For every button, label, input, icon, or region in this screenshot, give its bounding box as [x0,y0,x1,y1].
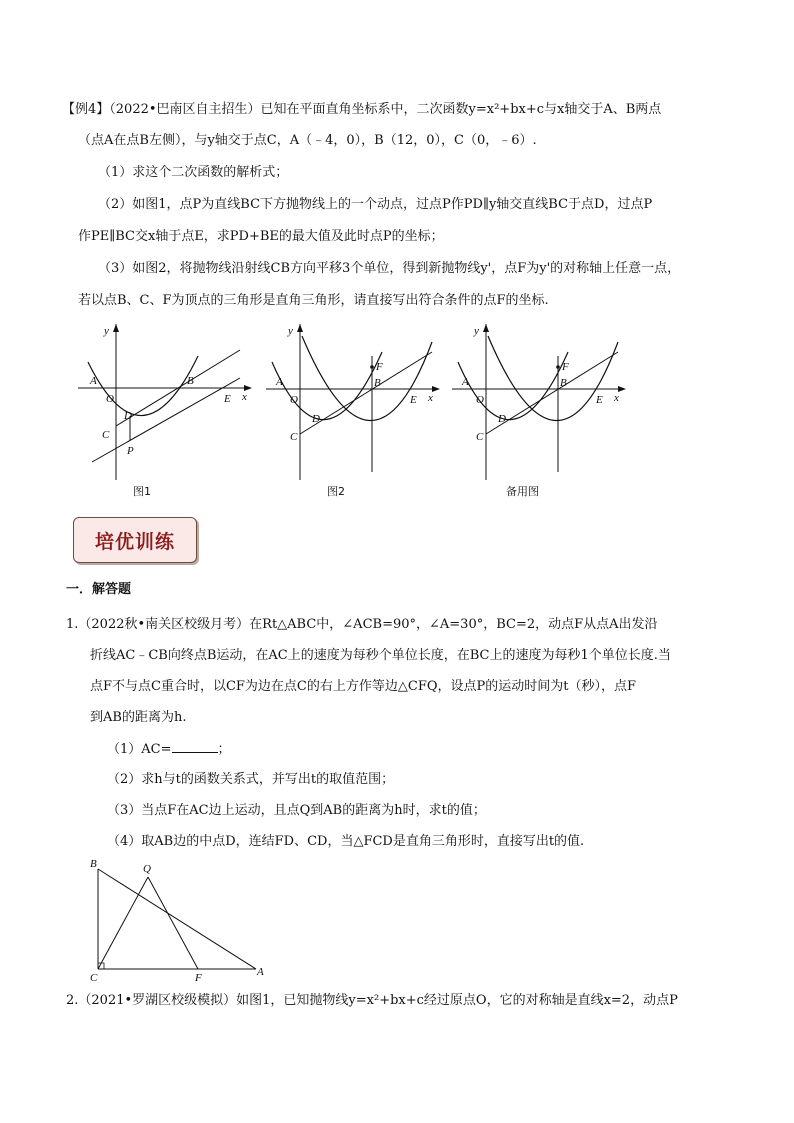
fig2-label-a: A [276,376,283,388]
fig2-label-b: B [374,377,381,389]
fig2-label-e: E [410,394,417,406]
fig3-label-o: O [476,394,484,406]
figure-3 [448,322,628,484]
fig1-label-x: x [242,391,247,403]
problem1-q2: （2）求h与t的函数关系式，并写出t的取值范围； [107,772,395,787]
problem1-label-a: A [257,966,264,978]
fig1-label-y: y [104,325,109,337]
fig2-label-o: O [290,394,298,406]
fig1-label-c: C [102,429,110,441]
fig3-label-d: D [498,413,506,425]
problem1-line-4: 到AB的距离为h. [90,710,187,725]
fig2-label-c: C [290,431,298,443]
example-line-5: 作PE∥BC交x轴于点E，求PD+BE的最大值及此时点P的坐标； [78,229,444,244]
example-line-3: （1）求这个二次函数的解析式； [98,165,289,180]
fig2-label-y: y [288,325,293,337]
example-line-4: （2）如图1，点P为直线BC下方抛物线上的一个动点，过点P作PD∥y轴交直线BC于点D，过点P [98,197,653,212]
problem1-q1 [107,740,231,759]
problem1-label-f: F [195,972,202,984]
problem1-figure [82,855,274,987]
section-badge-label: 培优训练 [94,530,175,553]
problem1-line-2: 折线AC﹣CB向终点B运动，在AC上的速度为每秒个单位长度，在BC上的速度为每秒1个单位长度.当 [90,648,671,663]
fig3-label-c: C [476,431,484,443]
problem1-label-c: C [90,972,98,984]
problem1-line-3: 点F不与点C重合时，以CF为边在点C的右上方作等边△CFQ，设点P的运动时间为t（秒），点F [90,679,636,694]
fig2-label-d: D [312,413,320,425]
fig3-label-y: y [474,325,479,337]
fig1-label-b: B [187,375,194,387]
fig3-label-x: x [614,392,619,404]
problem1-q4: （4）取AB边的中点D，连结FD、CD，当△FCD是直角三角形时，直接写出t的值. [107,834,585,849]
example-line-6: （3）如图2，将抛物线沿射线CB方向平移3个单位，得到新抛物线y'，点F为y'的对称轴上任意一点， [98,261,681,276]
fig3-label-a: A [462,376,469,388]
section-heading: 一．解答题 [66,582,132,597]
fig1-label-p: P [127,445,134,457]
problem1-q1-label: （1）AC= [107,742,172,757]
fig2-label-f: F [376,361,383,373]
fig3-label-f: F [562,361,569,373]
problem1-q3: （3）当点F在AC边上运动，且点Q到AB的距离为h时，求t的值； [107,803,486,818]
fig3-label-e: E [596,394,603,406]
fig2-label-x: x [428,392,433,404]
problem1-line-1: 1.（2022秋•南关区校级月考）在Rt△ABC中，∠ACB=90°，∠A=30°，BC=2，动点F从点A出发沿 [66,617,658,632]
fig1-label-e: E [224,393,231,405]
figure-1-caption: 图1 [133,485,151,498]
problem1-label-b: B [90,858,97,870]
problem1-q1-end: ； [217,742,231,757]
figure-2-caption: 图2 [327,485,345,498]
fig1-label-d: D [124,410,132,422]
section-badge [73,517,197,563]
answer-blank[interactable] [172,740,218,753]
figure-1 [70,322,255,484]
figure-2 [262,322,442,484]
fig1-label-o: O [106,393,114,405]
problem2-line-1: 2.（2021•罗湖区校级模拟）如图1，已知抛物线y=x²+bx+c经过原点O，它的对称轴是直线x=2，动点P [66,993,678,1008]
example-line-1: 【例4】（2022•巴南区自主招生）已知在平面直角坐标系中，二次函数y=x²+bx+c与x轴交于A、B两点 [62,102,662,117]
fig3-label-b: B [560,377,567,389]
problem1-label-q: Q [143,863,151,875]
example-line-2: （点A在点B左侧），与y轴交于点C，A（﹣4，0），B（12，0），C（0，﹣6）. [78,133,537,148]
fig1-label-a: A [90,375,97,387]
example-line-7: 若以点B、C、F为顶点的三角形是直角三角形，请直接写出符合条件的点F的坐标. [78,293,549,308]
figure-3-caption: 备用图 [506,485,539,498]
